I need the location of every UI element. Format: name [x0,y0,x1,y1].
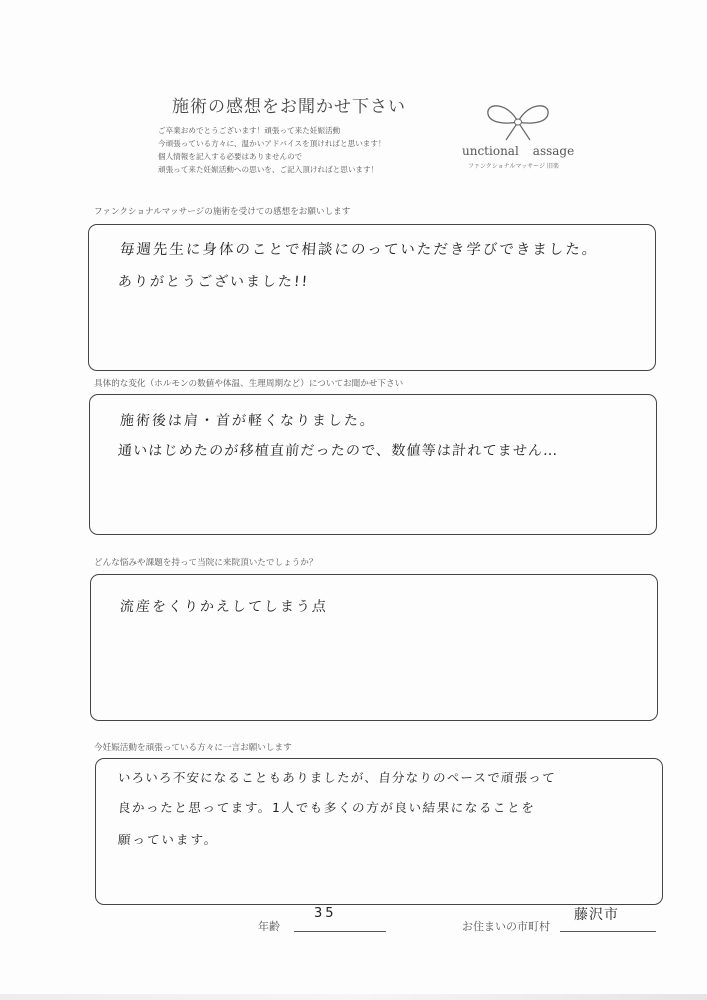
logo-word: assage [532,144,575,158]
question-label: ファンクショナルマッサージの施術を受けての感想をお願いします [94,207,351,217]
scan-edge [0,994,707,1000]
intro-line: ご卒業おめでとうございます！頑張って来た妊娠活動 [158,126,341,135]
intro-text [158,124,386,176]
intro-line: 頑張って来た妊娠活動への思いを、ご記入頂ければと思います！ [158,165,379,174]
city-value: 藤沢市 [574,907,619,923]
question-label: 具体的な変化（ホルモンの数値や体温、生理周期など）についてお聞かせ下さい [94,379,404,389]
answer-text: 通いはじめたのが移植直前だったので、数値等は計れてません… [117,443,560,459]
logo-word: unctional [462,144,519,158]
age-underline [294,931,386,932]
answer-text: 良かったと思ってます。1人でも多くの方が良い結果になることを [117,800,536,815]
intro-line: 今頑張っている方々に、温かいアドバイスを頂ければと思います！ [158,139,386,148]
city-label: お住まいの市町村 [462,920,550,933]
page-title: 施術の感想をお聞かせ下さい [172,97,406,117]
question-label: 今妊娠活動を頑張っている方々に一言お願いします [94,743,292,753]
answer-text: いろいろ不安になることもありましたが、自分なりのペースで頑張って [117,770,557,785]
age-value: 35 [314,906,337,921]
city-underline [560,931,656,932]
answer-text: 毎週先生に身体のことで相談にのっていただき学びできました。 [119,242,599,258]
brand-logo [462,98,582,176]
answer-text: 施術後は肩・首が軽くなりました。 [119,413,377,429]
answer-text: 流産をくりかえしてしまう点 [119,599,329,615]
question-label: どんな悩みや課題を持って当院に来院頂いたでしょうか？ [94,558,318,568]
answer-text: ありがとうございました!! [117,274,310,290]
ribbon-icon [480,98,556,142]
logo-subtitle: ファンクショナルマッサージ 旧楽 [468,163,559,170]
age-label: 年齢 [258,920,280,933]
answer-text: 願っています。 [117,832,220,847]
logo-text [462,144,574,158]
intro-line: 個人情報を記入する必要はありませんので [158,152,303,161]
